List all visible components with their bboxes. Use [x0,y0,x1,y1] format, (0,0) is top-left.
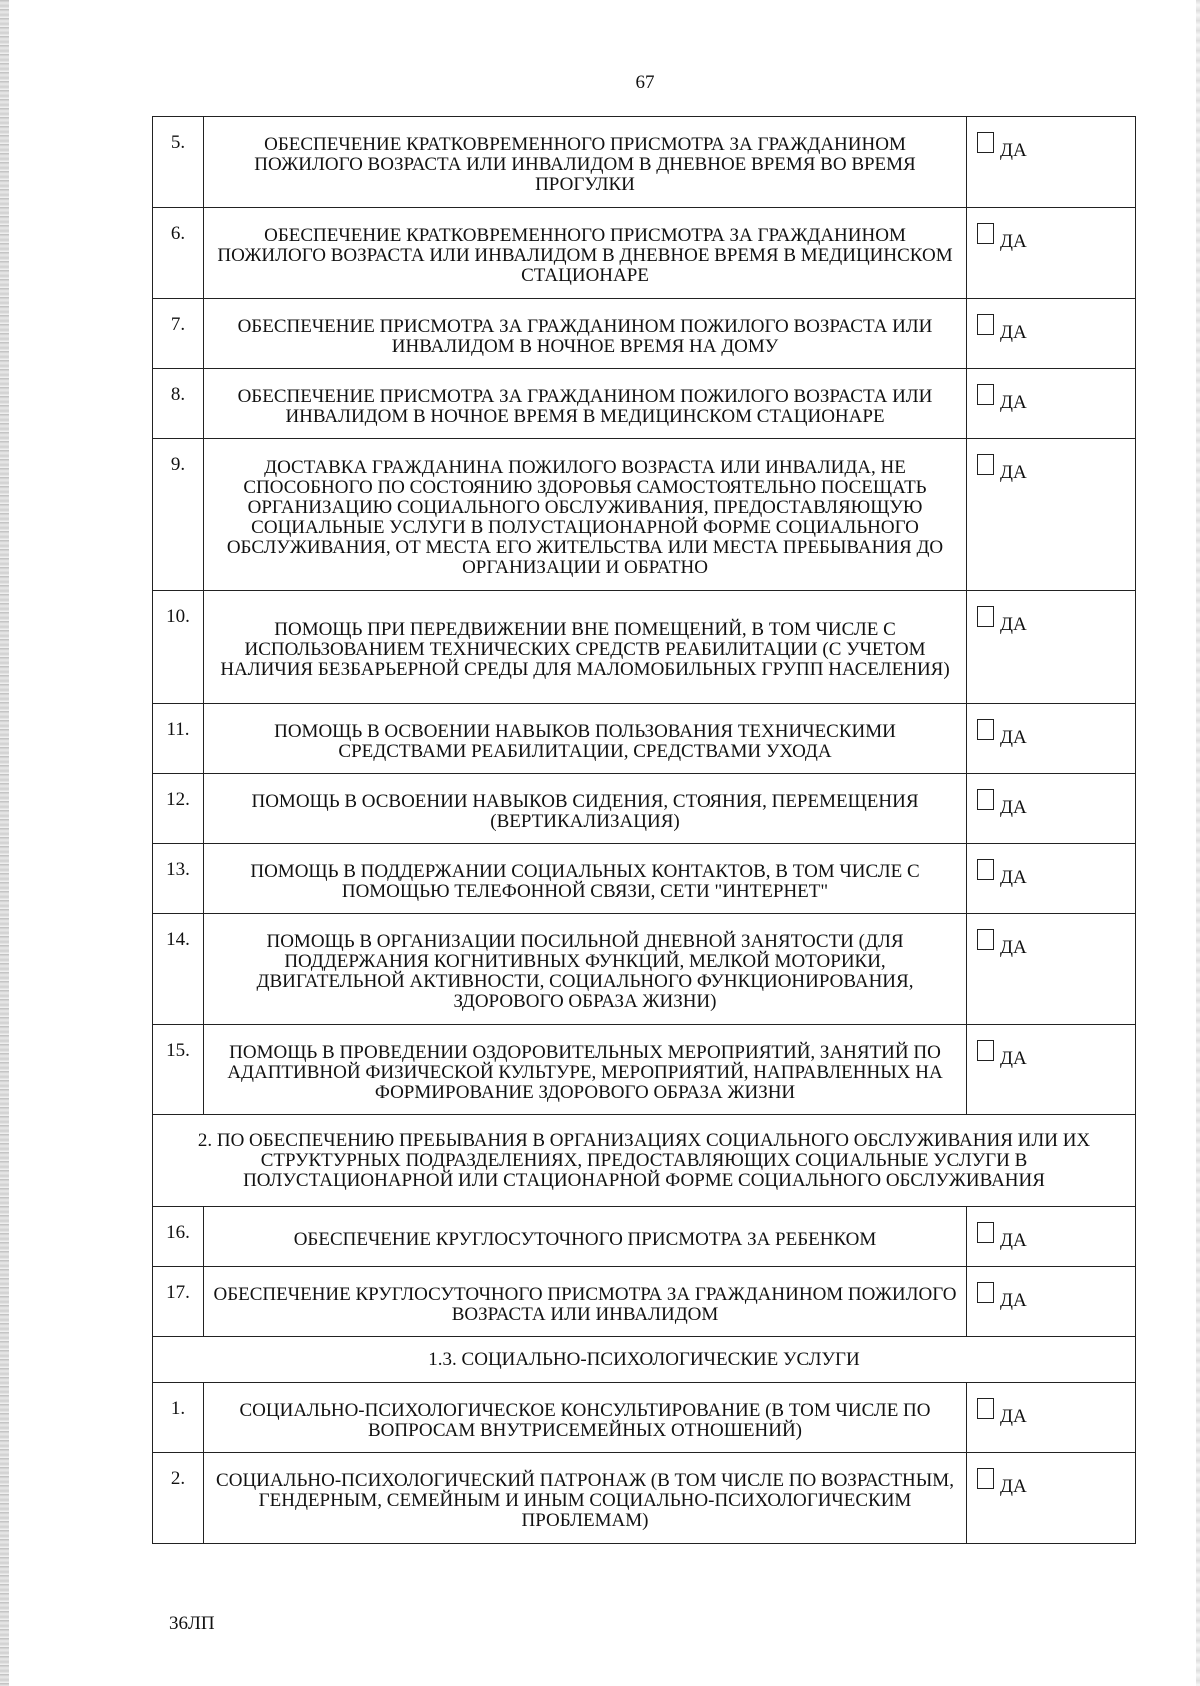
yes-checkbox[interactable] [977,454,994,475]
yes-option [967,1267,1136,1337]
service-description: ПОМОЩЬ ПРИ ПЕРЕДВИЖЕНИИ ВНЕ ПОМЕЩЕНИЙ, В ТОМ ЧИСЛЕ С ИСПОЛЬЗОВАНИЕМ ТЕХНИЧЕСКИХ СРЕДСТВ РЕАБИЛИТАЦИИ (С УЧЕТОМ НАЛИЧИЯ БЕЗБАРЬЕРНОЙ СРЕДЫ ДЛЯ МАЛОМОБИЛЬНЫХ ГРУПП НАСЕЛЕНИЯ) [204,591,967,704]
row-number: 11. [153,704,204,774]
yes-label: ДА [1000,392,1027,413]
row-number: 2. [153,1453,204,1544]
service-row [153,117,1136,208]
yes-label: ДА [1000,1048,1027,1069]
service-row [153,774,1136,844]
yes-checkbox[interactable] [977,859,994,880]
service-description: ПОМОЩЬ В ПОДДЕРЖАНИИ СОЦИАЛЬНЫХ КОНТАКТОВ, В ТОМ ЧИСЛЕ С ПОМОЩЬЮ ТЕЛЕФОННОЙ СВЯЗИ, СЕТИ "ИНТЕРНЕТ" [204,844,967,914]
yes-label: ДА [1000,1290,1027,1311]
yes-option [967,1383,1136,1453]
yes-option [967,299,1136,369]
row-number: 14. [153,914,204,1025]
yes-checkbox[interactable] [977,1282,994,1303]
yes-option [967,704,1136,774]
yes-option [967,591,1136,704]
yes-option [967,1025,1136,1115]
page-number: 67 [635,72,655,93]
footer-code: 36ЛП [169,1613,215,1634]
service-row [153,1207,1136,1267]
yes-checkbox[interactable] [977,384,994,405]
yes-label: ДА [1000,1406,1027,1427]
yes-checkbox[interactable] [977,1398,994,1419]
yes-label: ДА [1000,937,1027,958]
yes-label: ДА [1000,322,1027,343]
yes-checkbox[interactable] [977,719,994,740]
service-description: ОБЕСПЕЧЕНИЕ КРАТКОВРЕМЕННОГО ПРИСМОТРА ЗА ГРАЖДАНИНОМ ПОЖИЛОГО ВОЗРАСТА ИЛИ ИНВАЛИДОМ В ДНЕВНОЕ ВРЕМЯ В МЕДИЦИНСКОМ СТАЦИОНАРЕ [204,208,967,299]
service-row [153,208,1136,299]
service-description: ОБЕСПЕЧЕНИЕ КРУГЛОСУТОЧНОГО ПРИСМОТРА ЗА ГРАЖДАНИНОМ ПОЖИЛОГО ВОЗРАСТА ИЛИ ИНВАЛИДОМ [204,1267,967,1337]
service-description: СОЦИАЛЬНО-ПСИХОЛОГИЧЕСКОЕ КОНСУЛЬТИРОВАНИЕ (В ТОМ ЧИСЛЕ ПО ВОПРОСАМ ВНУТРИСЕМЕЙНЫХ ОТНОШЕНИЙ) [204,1383,967,1453]
section-heading: 1.3. СОЦИАЛЬНО-ПСИХОЛОГИЧЕСКИЕ УСЛУГИ [153,1337,1136,1383]
service-row [153,704,1136,774]
yes-label: ДА [1000,140,1027,161]
scan-edge-right [1196,0,1200,1686]
service-row [153,1383,1136,1453]
yes-label: ДА [1000,1476,1027,1497]
row-number: 13. [153,844,204,914]
yes-option [967,1207,1136,1267]
row-number: 12. [153,774,204,844]
row-number: 9. [153,439,204,591]
service-row [153,1025,1136,1115]
service-row [153,1267,1136,1337]
yes-label: ДА [1000,1230,1027,1251]
row-number: 8. [153,369,204,439]
row-number: 5. [153,117,204,208]
service-description: ОБЕСПЕЧЕНИЕ ПРИСМОТРА ЗА ГРАЖДАНИНОМ ПОЖИЛОГО ВОЗРАСТА ИЛИ ИНВАЛИДОМ В НОЧНОЕ ВРЕМЯ В МЕДИЦИНСКОМ СТАЦИОНАРЕ [204,369,967,439]
yes-label: ДА [1000,727,1027,748]
yes-checkbox[interactable] [977,314,994,335]
row-number: 15. [153,1025,204,1115]
yes-checkbox[interactable] [977,1222,994,1243]
service-row [153,844,1136,914]
service-description: ПОМОЩЬ В ПРОВЕДЕНИИ ОЗДОРОВИТЕЛЬНЫХ МЕРОПРИЯТИЙ, ЗАНЯТИЙ ПО АДАПТИВНОЙ ФИЗИЧЕСКОЙ КУЛЬТУРЕ, МЕРОПРИЯТИЙ, НАПРАВЛЕННЫХ НА ФОРМИРОВАНИЕ ЗДОРОВОГО ОБРАЗА ЖИЗНИ [204,1025,967,1115]
service-description: ПОМОЩЬ В ОСВОЕНИИ НАВЫКОВ ПОЛЬЗОВАНИЯ ТЕХНИЧЕСКИМИ СРЕДСТВАМИ РЕАБИЛИТАЦИИ, СРЕДСТВАМИ УХОДА [204,704,967,774]
yes-option [967,1453,1136,1544]
yes-label: ДА [1000,867,1027,888]
yes-label: ДА [1000,462,1027,483]
row-number: 1. [153,1383,204,1453]
service-description: ДОСТАВКА ГРАЖДАНИНА ПОЖИЛОГО ВОЗРАСТА ИЛИ ИНВАЛИДА, НЕ СПОСОБНОГО ПО СОСТОЯНИЮ ЗДОРОВЬЯ САМОСТОЯТЕЛЬНО ПОСЕЩАТЬ ОРГАНИЗАЦИЮ СОЦИАЛЬНОГО ОБСЛУЖИВАНИЯ, ПРЕДОСТАВЛЯЮЩУЮ СОЦИАЛЬНЫЕ УСЛУГИ В ПОЛУСТАЦИОНАРНОЙ ФОРМЕ СОЦИАЛЬНОГО ОБСЛУЖИВАНИЯ, ОТ МЕСТА ЕГО ЖИТЕЛЬСТВА ИЛИ МЕСТА ПРЕБЫВАНИЯ ДО ОРГАНИЗАЦИИ И ОБРАТНО [204,439,967,591]
yes-label: ДА [1000,614,1027,635]
yes-option [967,439,1136,591]
yes-option [967,774,1136,844]
yes-option [967,117,1136,208]
service-description: ОБЕСПЕЧЕНИЕ ПРИСМОТРА ЗА ГРАЖДАНИНОМ ПОЖИЛОГО ВОЗРАСТА ИЛИ ИНВАЛИДОМ В НОЧНОЕ ВРЕМЯ НА ДОМУ [204,299,967,369]
scan-edge-left [0,0,9,1686]
yes-option [967,208,1136,299]
yes-checkbox[interactable] [977,223,994,244]
section-row [153,1115,1136,1207]
service-row [153,1453,1136,1544]
row-number: 16. [153,1207,204,1267]
service-description: ОБЕСПЕЧЕНИЕ КРАТКОВРЕМЕННОГО ПРИСМОТРА ЗА ГРАЖДАНИНОМ ПОЖИЛОГО ВОЗРАСТА ИЛИ ИНВАЛИДОМ В ДНЕВНОЕ ВРЕМЯ ВО ВРЕМЯ ПРОГУЛКИ [204,117,967,208]
row-number: 6. [153,208,204,299]
section-row [153,1337,1136,1383]
row-number: 10. [153,591,204,704]
yes-checkbox[interactable] [977,789,994,810]
row-number: 17. [153,1267,204,1337]
row-number: 7. [153,299,204,369]
yes-label: ДА [1000,797,1027,818]
services-table-body [153,117,1136,1544]
yes-option [967,844,1136,914]
yes-checkbox[interactable] [977,929,994,950]
yes-checkbox[interactable] [977,132,994,153]
service-row [153,914,1136,1025]
service-description: ПОМОЩЬ В ОСВОЕНИИ НАВЫКОВ СИДЕНИЯ, СТОЯНИЯ, ПЕРЕМЕЩЕНИЯ (ВЕРТИКАЛИЗАЦИЯ) [204,774,967,844]
service-description: СОЦИАЛЬНО-ПСИХОЛОГИЧЕСКИЙ ПАТРОНАЖ (В ТОМ ЧИСЛЕ ПО ВОЗРАСТНЫМ, ГЕНДЕРНЫМ, СЕМЕЙНЫМ И ИНЫМ СОЦИАЛЬНО-ПСИХОЛОГИЧЕСКИМ ПРОБЛЕМАМ) [204,1453,967,1544]
service-row [153,369,1136,439]
section-heading: 2. ПО ОБЕСПЕЧЕНИЮ ПРЕБЫВАНИЯ В ОРГАНИЗАЦИЯХ СОЦИАЛЬНОГО ОБСЛУЖИВАНИЯ ИЛИ ИХ СТРУКТУРНЫХ ПОДРАЗДЕЛЕНИЯХ, ПРЕДОСТАВЛЯЮЩИХ СОЦИАЛЬНЫЕ УСЛУГИ В ПОЛУСТАЦИОНАРНОЙ ИЛИ СТАЦИОНАРНОЙ ФОРМЕ СОЦИАЛЬНОГО ОБСЛУЖИВАНИЯ [153,1115,1136,1207]
yes-checkbox[interactable] [977,1468,994,1489]
yes-label: ДА [1000,231,1027,252]
yes-checkbox[interactable] [977,1040,994,1061]
service-description: ПОМОЩЬ В ОРГАНИЗАЦИИ ПОСИЛЬНОЙ ДНЕВНОЙ ЗАНЯТОСТИ (ДЛЯ ПОДДЕРЖАНИЯ КОГНИТИВНЫХ ФУНКЦИЙ, МЕЛКОЙ МОТОРИКИ, ДВИГАТЕЛЬНОЙ АКТИВНОСТИ, СОЦИАЛЬНОГО ФУНКЦИОНИРОВАНИЯ, ЗДОРОВОГО ОБРАЗА ЖИЗНИ) [204,914,967,1025]
yes-checkbox[interactable] [977,606,994,627]
yes-option [967,369,1136,439]
service-description: ОБЕСПЕЧЕНИЕ КРУГЛОСУТОЧНОГО ПРИСМОТРА ЗА РЕБЕНКОМ [204,1207,967,1267]
service-row [153,591,1136,704]
service-row [153,439,1136,591]
yes-option [967,914,1136,1025]
services-table [152,116,1136,1544]
service-row [153,299,1136,369]
